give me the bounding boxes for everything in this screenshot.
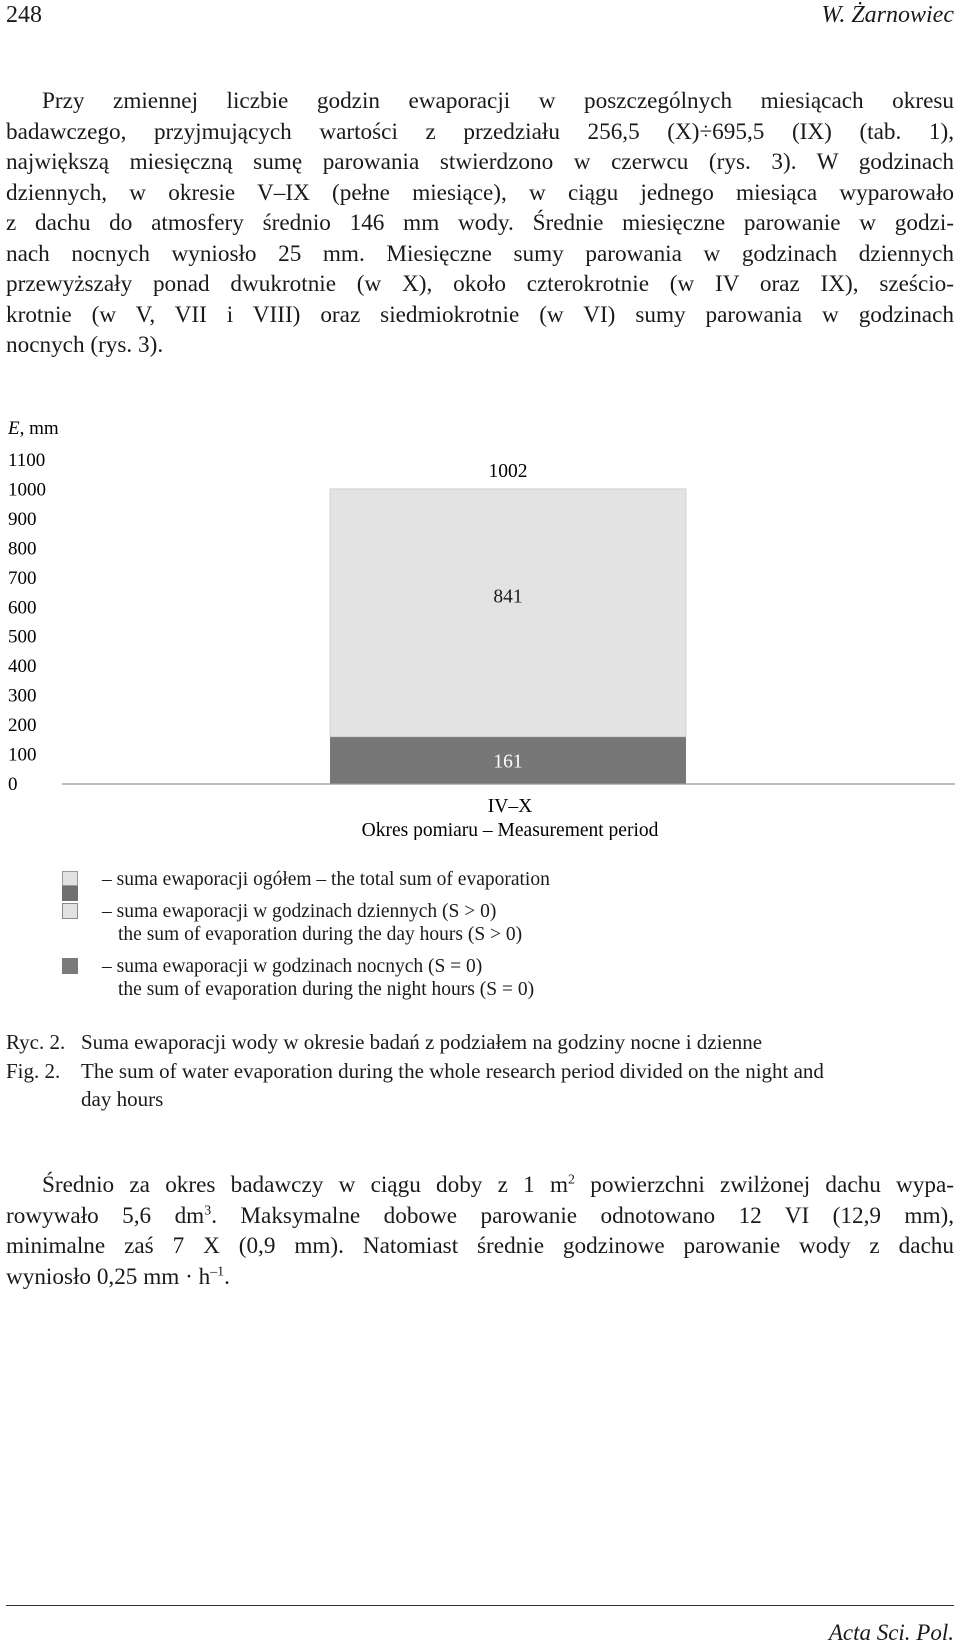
page-header [6, 2, 954, 32]
y-tick-label: 1100 [8, 450, 46, 471]
y-axis-label: E, mm [8, 420, 59, 439]
x-axis-label: Okres pomiaru – Measurement period [361, 820, 659, 840]
paragraph-line: krotnie (w V, VII i VIII) oraz siedmiokrotnie (w VI) sumy parowania w godzinach [6, 301, 954, 328]
y-tick-label: 1000 [8, 479, 46, 501]
bar-stack [330, 461, 686, 784]
legend-text: – suma ewaporacji ogółem – the total sum of evaporation [102, 869, 550, 890]
y-tick-label: 600 [8, 597, 37, 619]
paragraph-summary [6, 1170, 954, 1292]
caption-text-en: The sum of water evaporation during the whole research period divided on the night and [81, 1058, 824, 1083]
paragraph-line: dziennych, w okresie V–IX (pełne miesiące), w ciągu jednego miesiąca wyparowało [6, 179, 954, 206]
data-label-total: 1002 [488, 460, 528, 482]
paragraph-line: największą miesięczną sumę parowania stwierdzono w czerwcu (rys. 3). W godzinach [6, 149, 954, 175]
y-axis-ticks [8, 450, 46, 795]
y-tick-label: 800 [8, 538, 37, 560]
paragraph-line: Średnio za okres badawczy w ciągu doby z 1 $m^2$ powierzchni zwilżonej dachu wypa- [42, 1172, 954, 1198]
running-head-author: W. Żarnowiec [821, 2, 954, 28]
footer-journal: Acta Sci. Pol. [828, 1620, 954, 1645]
legend-swatch-total [62, 871, 78, 901]
legend-text: – suma ewaporacji w godzinach dziennych (S > 0) [102, 901, 497, 922]
paragraph-line: Przy zmiennej liczbie godzin ewaporacji w poszczególnych miesiącach okresu [42, 88, 954, 114]
legend-text: the sum of evaporation during the day hours (S > 0) [118, 924, 523, 945]
y-tick-label: 200 [8, 715, 37, 737]
caption-label-en: Fig. 2. [6, 1058, 61, 1083]
legend-swatch-day [62, 903, 78, 919]
y-tick-label: 700 [8, 567, 37, 589]
y-tick-label: 400 [8, 656, 37, 678]
legend-text: the sum of evaporation during the night hours (S = 0) [118, 979, 535, 1000]
figure-caption [6, 1028, 954, 1114]
paragraph-line: nach nocnych wyniosło 25 mm. Miesięczne sumy parowania w godzinach dziennych [6, 240, 954, 267]
paragraph-line: badawczego, przyjmujących wartości z przedziału 256,5 (X)÷695,5 (IX) (tab. 1), [6, 118, 954, 145]
paragraph-intro [6, 86, 954, 361]
paragraph-line: minimalne zaś 7 X (0,9 mm). Natomiast średnie godzinowe parowanie wody z dachu [6, 1233, 954, 1259]
paragraph-line: rowywało 5,6 $dm^3$. Maksymalne dobowe parowanie odnotowano 12 VI (12,9 mm), [6, 1202, 955, 1229]
legend-item-night [62, 955, 550, 1001]
caption-text-en: day hours [81, 1087, 164, 1111]
chart-canvas [0, 420, 960, 840]
page-number: 248 [6, 2, 42, 28]
caption-text-pl: Suma ewaporacji wody w okresie badań z podziałem na godziny nocne i dzienne [81, 1030, 763, 1054]
legend-text: – suma ewaporacji w godzinach nocnych (S = 0) [102, 956, 483, 977]
y-tick-label: 0 [8, 774, 18, 795]
legend-swatch-night [62, 958, 78, 974]
y-tick-label: 900 [8, 508, 37, 530]
data-label-night: 161 [493, 751, 523, 773]
caption-english [6, 1057, 954, 1114]
data-label-day: 841 [493, 586, 523, 608]
paragraph-line: z dachu do atmosfery średnio 146 mm wody. Średnie miesięczne parowanie w godzi- [6, 210, 954, 236]
x-category-label: IV–X [487, 796, 533, 817]
footer-rule [6, 1605, 954, 1606]
chart-legend [62, 868, 550, 1010]
legend-item-day [62, 900, 550, 946]
paragraph-line: wyniosło 0,25 mm · $h^{-1}$. [6, 1263, 230, 1290]
bar-segment-day [330, 489, 686, 737]
y-tick-label: 500 [8, 626, 37, 648]
y-tick-label: 100 [8, 744, 37, 766]
y-tick-label: 300 [8, 685, 37, 707]
caption-polish [6, 1028, 954, 1057]
paragraph-line: przewyższały ponad dwukrotnie (w X), około czterokrotnie (w IV oraz IX), sześcio- [6, 271, 954, 297]
legend-item-total [62, 868, 550, 891]
caption-label-pl: Ryc. 2. [6, 1030, 66, 1054]
paragraph-line: nocnych (rys. 3). [6, 332, 164, 358]
evaporation-chart [0, 420, 960, 840]
